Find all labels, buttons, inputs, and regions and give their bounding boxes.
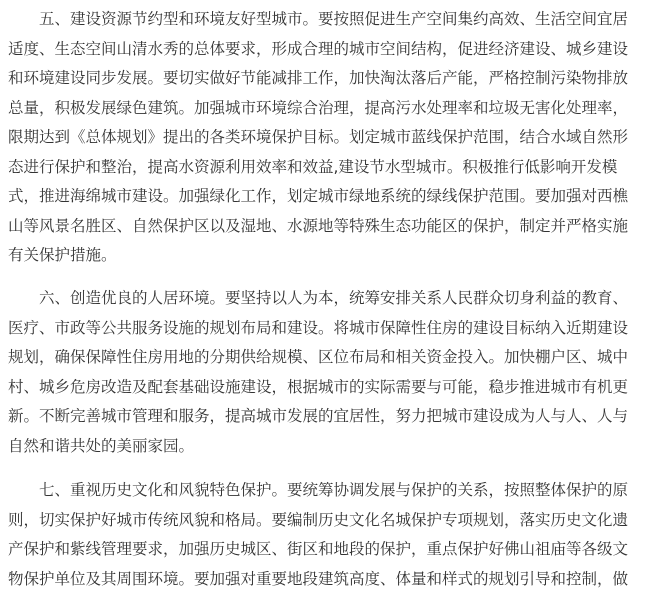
text-line: 式，推进海绵城市建设。加强绿化工作，划定城市绿地系统的绿线保护范围。要加强对西樵	[8, 187, 629, 205]
text-line: 适度、生态空间山清水秀的总体要求，形成合理的城市空间结构，促进经济建设、城乡建设	[8, 39, 629, 58]
text-line: 物保护单位及其周围环境。要加强对重要地段建筑高度、体量和样式的规划引导和控制，做	[8, 569, 629, 588]
text-line: 自然和谐共处的美丽家园。	[8, 436, 195, 455]
paragraph-section-6	[8, 284, 628, 461]
text-line: 医疗、市政等公共服务设施的规划布局和建设。将城市保障性住房的建设目标纳入近期建设	[8, 318, 629, 337]
text-line: 有关保护措施。	[8, 246, 117, 264]
paragraph-section-5	[8, 5, 628, 271]
text-line: 六、创造优良的人居环境。要坚持以人为本，统筹安排关系人民群众切身利益的教育、	[8, 289, 629, 307]
paragraph-section-7	[8, 476, 628, 594]
text-line: 山等风景名胜区、自然保护区以及湿地、水源地等特殊生态功能区的保护，制定并严格实施	[8, 216, 629, 235]
text-line: 态进行保护和整治，提高水资源利用效率和效益,建设节水型城市。积极推行低影响开发模	[8, 157, 618, 176]
text-line: 总量，积极发展绿色建筑。加强城市环境综合治理，提高污水处理率和垃圾无害化处理率，	[8, 98, 629, 117]
text-line: 新。不断完善城市管理和服务，提高城市发展的宜居性，努力把城市建设成为人与人、人与	[8, 407, 629, 425]
text-line: 村、城乡危房改造及配套基础设施建设，根据城市的实际需要与可能，稳步推进城市有机更	[8, 377, 629, 396]
text-line: 七、重视历史文化和风貌特色保护。要统筹协调发展与保护的关系，按照整体保护的原	[8, 481, 629, 499]
text-line: 五、建设资源节约型和环境友好型城市。要按照促进生产空间集约高效、生活空间宜居	[8, 10, 629, 28]
text-line: 和环境建设同步发展。要切实做好节能减排工作，加快淘汰落后产能，严格控制污染物排放	[8, 69, 629, 87]
text-line: 产保护和紫线管理要求，加强历史城区、街区和地段的保护，重点保护好佛山祖庙等各级文	[8, 540, 629, 558]
text-line: 规划，确保保障性住房用地的分期供给规模、区位布局和相关资金投入。加快棚户区、城中	[8, 348, 629, 366]
text-line: 则，切实保护好城市传统风貌和格局。要编制历史文化名城保护专项规划，落实历史文化遗	[8, 510, 629, 529]
text-line: 限期达到《总体规划》提出的各类环境保护目标。划定城市蓝线保护范围，结合水域自然形	[8, 128, 629, 146]
